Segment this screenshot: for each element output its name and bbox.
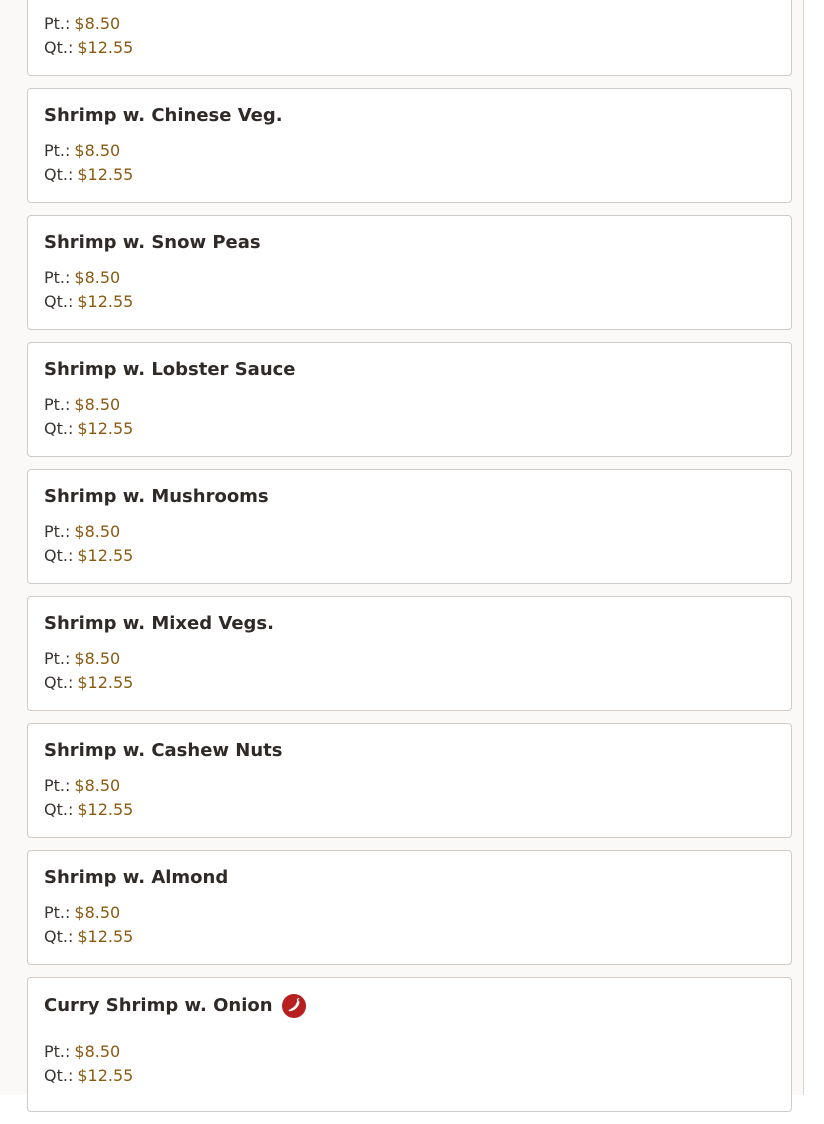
menu-item-name: Shrimp w. Snow Peas [44,232,261,253]
menu-item-title [44,613,274,635]
quart-label: Qt.: [44,1066,74,1085]
menu-item-title [44,359,296,381]
quart-label: Qt.: [44,800,74,819]
menu-item-card[interactable] [27,215,792,330]
pint-label: Pt.: [44,395,71,414]
pint-price: $8.50 [74,141,121,160]
menu-item-title [44,994,306,1018]
quart-price-row [44,800,133,820]
pint-label: Pt.: [44,649,71,668]
pint-price: $8.50 [74,903,121,922]
menu-item-card[interactable] [27,977,792,1112]
menu-item-name: Shrimp w. Chinese Veg. [44,105,283,126]
quart-price: $12.55 [77,1066,134,1085]
menu-item-title [44,740,283,762]
quart-price: $12.55 [77,292,134,311]
quart-price: $12.55 [77,800,134,819]
quart-label: Qt.: [44,38,74,57]
quart-price-row [44,546,133,566]
quart-price-row [44,673,133,693]
quart-label: Qt.: [44,546,74,565]
pint-price-row [44,268,120,288]
menu-item-title [44,232,261,254]
pint-price: $8.50 [74,395,121,414]
pint-price: $8.50 [74,649,121,668]
quart-label: Qt.: [44,927,74,946]
pint-price: $8.50 [74,776,121,795]
menu-item-name: Curry Shrimp w. Onion [44,995,273,1016]
pint-price-row [44,649,120,669]
pint-price: $8.50 [74,522,121,541]
menu-item-card[interactable] [27,850,792,965]
hot-pepper-icon [282,994,306,1018]
pint-price-row [44,522,120,542]
quart-price-row [44,419,133,439]
pint-label: Pt.: [44,268,71,287]
pint-price-row [44,776,120,796]
menu-item-title [44,486,269,508]
pint-price: $8.50 [74,14,121,33]
quart-price-row [44,292,133,312]
pint-price-row [44,903,120,923]
pint-label: Pt.: [44,903,71,922]
quart-price: $12.55 [77,38,134,57]
menu-item-name: Shrimp w. Almond [44,867,229,888]
quart-price: $12.55 [77,673,134,692]
pint-price: $8.50 [74,268,121,287]
quart-price: $12.55 [77,165,134,184]
menu-item-card[interactable] [27,469,792,584]
pint-price-row [44,141,120,161]
pint-label: Pt.: [44,14,71,33]
pint-price-row [44,1042,120,1062]
pint-label: Pt.: [44,141,71,160]
quart-price: $12.55 [77,546,134,565]
pint-price-row [44,395,120,415]
quart-price: $12.55 [77,927,134,946]
menu-item-card[interactable] [27,723,792,838]
quart-price-row [44,165,133,185]
menu-item-name: Shrimp w. Lobster Sauce [44,359,296,380]
menu-item-card[interactable] [27,0,792,76]
menu-item-list [27,0,792,1124]
quart-price-row [44,1066,133,1086]
menu-item-name: Shrimp w. Mixed Vegs. [44,613,274,634]
menu-item-name: Shrimp w. Mushrooms [44,486,269,507]
menu-item-name: Shrimp w. Cashew Nuts [44,740,283,761]
menu-item-card[interactable] [27,342,792,457]
pint-price-row [44,14,120,34]
quart-label: Qt.: [44,165,74,184]
quart-price: $12.55 [77,419,134,438]
pint-price: $8.50 [74,1042,121,1061]
quart-label: Qt.: [44,673,74,692]
quart-price-row [44,927,133,947]
menu-item-card[interactable] [27,88,792,203]
menu-item-card[interactable] [27,596,792,711]
pint-label: Pt.: [44,1042,71,1061]
pint-label: Pt.: [44,522,71,541]
quart-label: Qt.: [44,419,74,438]
pint-label: Pt.: [44,776,71,795]
menu-item-title [44,867,228,889]
menu-item-title [44,105,283,127]
quart-label: Qt.: [44,292,74,311]
quart-price-row [44,38,133,58]
